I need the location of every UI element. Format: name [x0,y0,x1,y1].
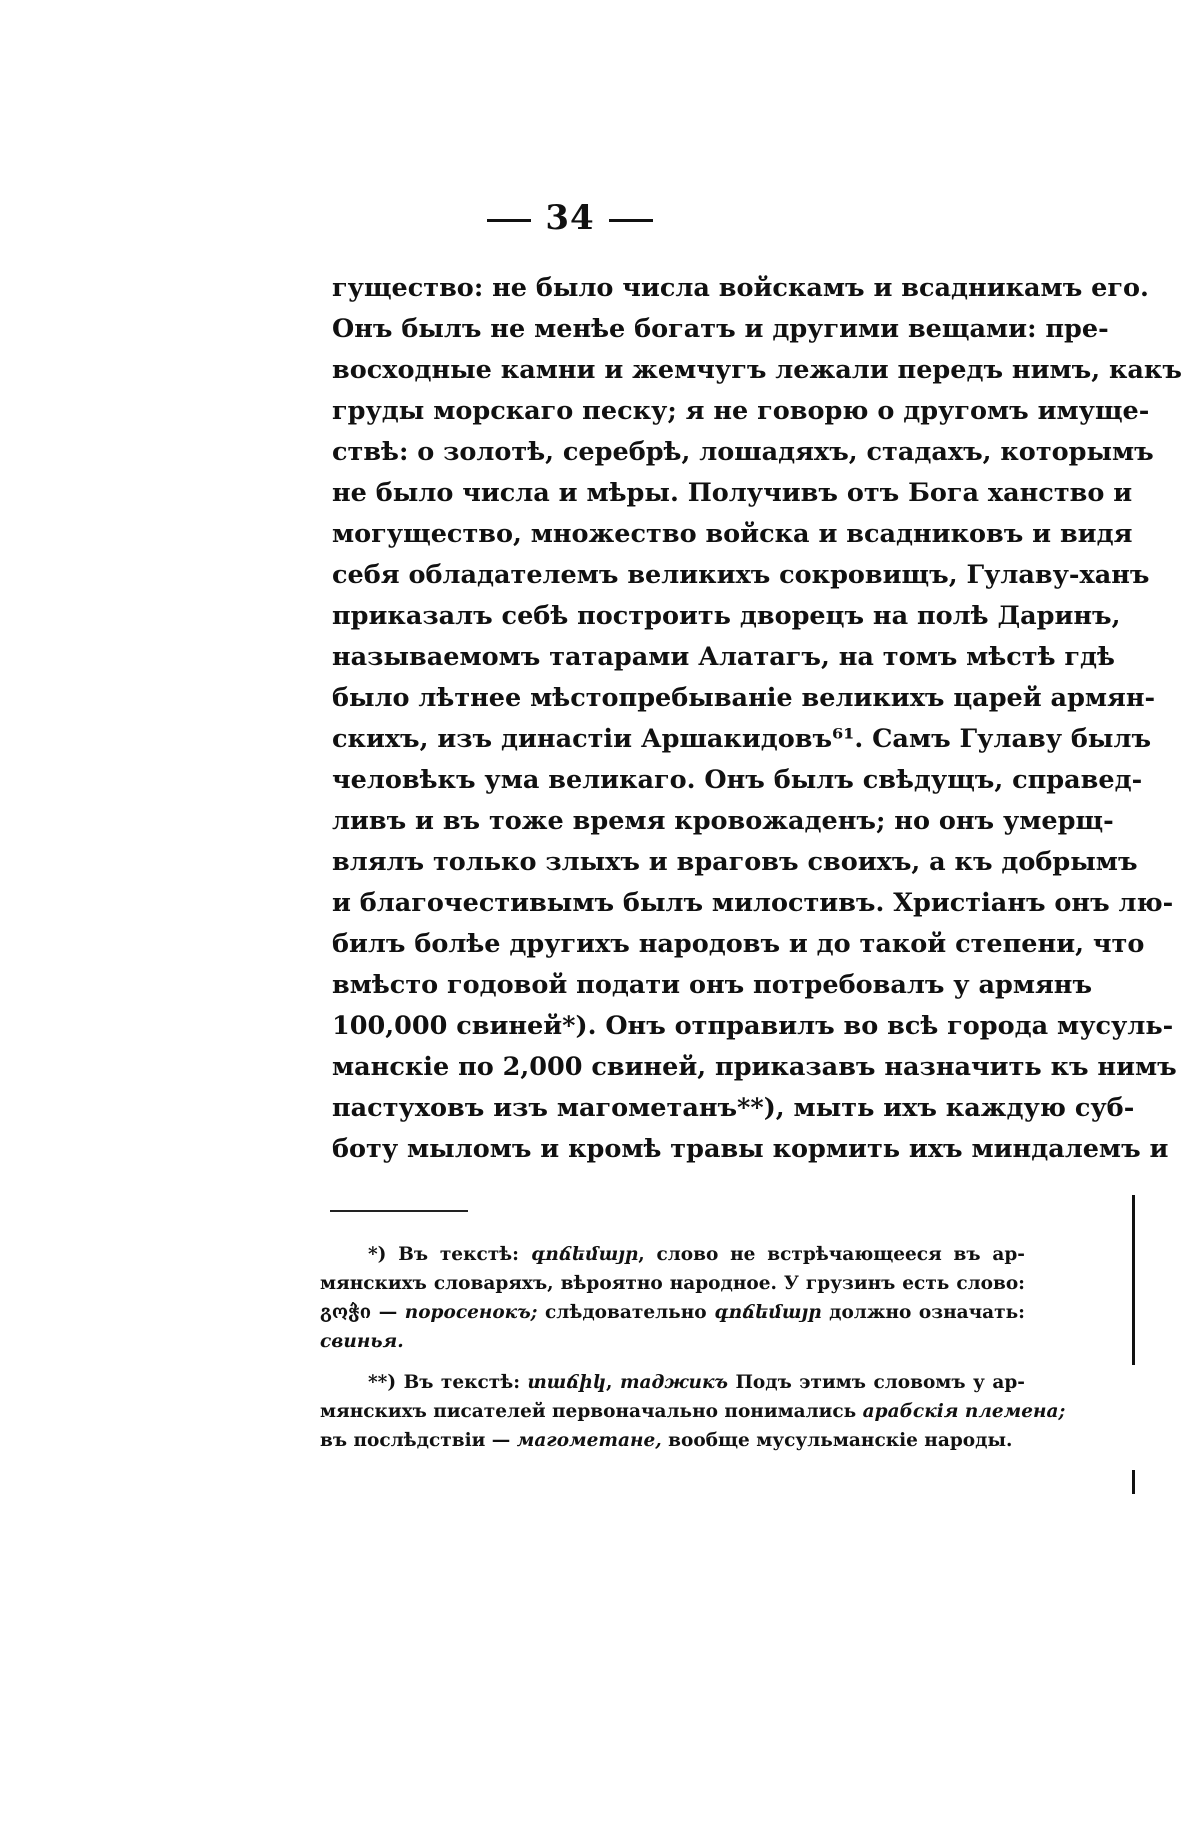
text-line: человѣкъ ума великаго. Онъ былъ свѣдущъ, справед- [332,765,1143,795]
text-line: ствѣ: о золотѣ, серебрѣ, лошадяхъ, стадахъ, которымъ [332,437,1154,467]
comma-text: , [606,1372,620,1393]
text-line: ливъ и въ тоже время кровожаденъ; но онъ умерщ- [332,806,1114,836]
text-line: билъ болѣе другихъ народовъ и до такой степени, что [332,929,1145,959]
footnote-2-text: въ послѣдствіи — [320,1430,517,1451]
footnote-1-text: должно означать: [821,1302,1025,1323]
page-number [0,198,1140,238]
dash-text: — [371,1302,405,1323]
text-line: 100,000 свиней*). Онъ отправилъ во всѣ города мусуль- [332,1011,1174,1041]
footnote-2-line-3 [320,1426,1025,1455]
text-line: груды морскаго песку; я не говорю о другомъ имуще- [332,396,1150,426]
text-line: восходные камни и жемчугъ лежали передъ нимъ, какъ [332,355,1182,385]
footnote-2-marker: **) Въ текстѣ: [368,1372,521,1393]
footnote-gap [320,1356,1025,1368]
footnote-1-text: , слово не встрѣчающееся въ ар- [638,1244,1025,1265]
footnote-2-text: Подъ этимъ словомъ у ар- [727,1372,1025,1393]
italic-translation: свинья. [320,1331,404,1352]
text-line: манскіе по 2,000 свиней, приказавъ назначить къ нимъ [332,1052,1177,1082]
text-line: не было числа и мѣры. Получивъ отъ Бога ханство и [332,478,1133,508]
text-line: Онъ былъ не менѣе богатъ и другими вещами: пре- [332,314,1109,344]
armenian-word: տաճիկ [527,1372,607,1393]
footnote-1-line-4 [320,1327,1025,1356]
footnote-2-text: мянскихъ писателей первоначально понимались [320,1401,863,1422]
footnote-1-line-1 [320,1240,1025,1269]
footnote-1-text: слѣдовательно [537,1302,715,1323]
armenian-word: գոճեմայր [714,1302,822,1323]
italic-translation: магометане, [516,1430,662,1451]
footnote-1-line-3 [320,1298,1025,1327]
page-number-value: 34 [545,198,595,238]
text-line: боту мыломъ и кромѣ травы кормить ихъ миндалемъ и [332,1134,1169,1164]
text-line: называемомъ татарами Алатагъ, на томъ мѣстѣ гдѣ [332,642,1115,672]
georgian-word: გოჭი [320,1302,372,1323]
footnotes [320,1240,1066,1455]
text-line: гущество: не было числа войскамъ и всадникамъ его. [332,273,1149,303]
text-line: себя обладателемъ великихъ сокровищъ, Гулаву-ханъ [332,560,1150,590]
text-line: скихъ, изъ династіи Аршакидовъ⁶¹. Самъ Гулаву былъ [332,724,1152,754]
footnote-1-marker: *) Въ текстѣ: [368,1244,520,1265]
scan-edge-mark [1132,1195,1135,1365]
footnote-2-line-1 [320,1368,1025,1397]
italic-translation: поросенокъ; [404,1302,538,1323]
text-line: влялъ только злыхъ и враговъ своихъ, а къ добрымъ [332,847,1138,877]
footnote-2-text: вообще мусульманскіе народы. [661,1430,1013,1451]
footnote-2-line-2 [320,1397,1066,1426]
right-dash [609,219,653,222]
left-dash [487,219,531,222]
text-line: могущество, множество войска и всадниковъ и видя [332,519,1133,549]
footnote-divider [330,1210,468,1212]
main-text [332,268,1182,1170]
text-line: вмѣсто годовой подати онъ потребовалъ у армянъ [332,970,1093,1000]
scan-edge-mark [1132,1470,1135,1494]
text-line: и благочестивымъ былъ милостивъ. Христіанъ онъ лю- [332,888,1174,918]
footnote-1-line-2: мянскихъ словаряхъ, вѣроятно народное. У грузинъ есть слово: [320,1273,1025,1294]
armenian-word: գոճեմայր [530,1244,639,1265]
italic-translation: таджикъ [619,1372,728,1393]
italic-translation: арабскія племена; [862,1401,1066,1422]
text-line: пастуховъ изъ магометанъ**), мыть ихъ каждую суб- [332,1093,1135,1123]
text-line: приказалъ себѣ построить дворецъ на полѣ Даринъ, [332,601,1121,631]
text-line: было лѣтнее мѣстопребываніе великихъ царей армян- [332,683,1156,713]
